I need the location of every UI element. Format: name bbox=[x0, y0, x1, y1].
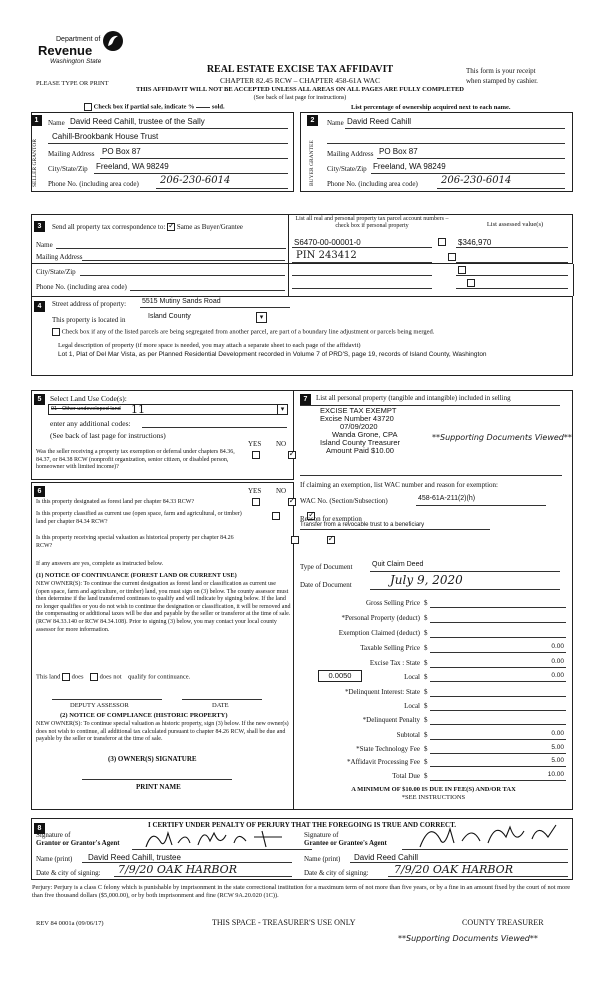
excise-state-value: 0.00 bbox=[551, 658, 564, 665]
row-dollar: $ bbox=[424, 599, 428, 607]
list-pct-note: List percentage of ownership acquired next to each name. bbox=[351, 104, 511, 111]
legal-description: Lot 1, Plat of Del Mar Vista, as per Planned Residential Development recorded in Volume 7 of PRD'S, page 19, records of Island County, Washington bbox=[58, 351, 487, 358]
certify-statement: I CERTIFY UNDER PENALTY OF PERJURY THAT THE FOREGOING IS TRUE AND CORRECT. bbox=[147, 821, 456, 829]
section-1-number: 1 bbox=[31, 115, 42, 126]
row-label: *Delinquent Interest: State bbox=[344, 688, 420, 696]
section-7-header: List all personal property (tangible and intangible) included in selling bbox=[316, 394, 511, 402]
revenue-logo-icon bbox=[102, 30, 124, 52]
row-label: Excise Tax : State bbox=[369, 659, 420, 667]
row-dollar: $ bbox=[424, 702, 428, 710]
row-label: Taxable Selling Price bbox=[360, 644, 420, 652]
receipt-note-1: This form is your receipt bbox=[466, 67, 536, 75]
historic-question: Is this property receiving special valuation as historical property per chapter 84.26 RCW? bbox=[36, 535, 234, 549]
parcel-2-personal-checkbox[interactable] bbox=[448, 253, 456, 261]
parcel-3-personal-checkbox[interactable] bbox=[458, 266, 466, 274]
row-label: *Delinquent Penalty bbox=[362, 716, 420, 724]
row-label: Subtotal bbox=[396, 731, 420, 739]
row-dollar: $ bbox=[424, 614, 428, 622]
current-use-yes-checkbox[interactable] bbox=[272, 512, 280, 520]
stamp-line-1: EXCISE TAX EXEMPT bbox=[320, 406, 397, 415]
treasurer-space: THIS SPACE - TREASURER'S USE ONLY bbox=[212, 918, 356, 927]
county-value: Island County bbox=[148, 313, 191, 320]
section-4-property bbox=[31, 296, 573, 376]
minimum-due-note: A MINIMUM OF $10.00 IS DUE IN FEE(S) AND/OR TAX bbox=[351, 786, 516, 793]
wac-label: WAC No. (Section/Subsection) bbox=[300, 497, 388, 505]
tech-fee-value: 5.00 bbox=[551, 744, 564, 751]
processing-fee-value: 5.00 bbox=[551, 757, 564, 764]
segregated-checkbox[interactable] bbox=[52, 328, 60, 336]
grantee-sig-label bbox=[304, 831, 387, 847]
section-1-seller bbox=[31, 112, 294, 192]
does-checkbox[interactable] bbox=[62, 673, 70, 681]
seller-side-label: SELLER GRANTOR bbox=[32, 138, 38, 188]
notice-continuance-title: (1) NOTICE OF CONTINUANCE (FOREST LAND OR CURRENT USE) bbox=[36, 572, 237, 579]
dropdown-icon[interactable]: ▾ bbox=[256, 312, 267, 323]
qualify-label: qualify for continuance. bbox=[128, 673, 191, 681]
excise-local-value: 0.00 bbox=[551, 672, 564, 679]
corr-mail-label: Mailing Address bbox=[36, 253, 83, 261]
doc-date-value: July 9, 2020 bbox=[390, 573, 463, 587]
buyer-city: Freeland, WA 98249 bbox=[373, 162, 446, 171]
agency-line1: Department of bbox=[56, 36, 101, 43]
forest-land-question: Is this property designated as forest land per chapter 84.33 RCW? bbox=[36, 499, 195, 505]
form-title: REAL ESTATE EXCISE TAX AFFIDAVIT bbox=[206, 64, 394, 75]
total-due-value: 10.00 bbox=[547, 771, 564, 778]
seller-name-label: Name bbox=[48, 119, 65, 127]
see-instructions-note: *SEE INSTRUCTIONS bbox=[401, 794, 466, 801]
deputy-assessor-label: DEPUTY ASSESSOR bbox=[70, 702, 129, 709]
date-label: DATE bbox=[212, 702, 229, 709]
row-label: Local bbox=[404, 702, 420, 710]
send-correspondence-row bbox=[52, 223, 243, 231]
corr-city-label: City/State/Zip bbox=[36, 268, 76, 276]
sold-label: sold. bbox=[211, 103, 225, 111]
form-revision: REV 84 0001a (09/06/17) bbox=[36, 920, 104, 927]
buyer-mail: PO Box 87 bbox=[379, 147, 418, 156]
buyer-mail-label: Mailing Address bbox=[327, 150, 374, 158]
grantee-agent-label: Grantee or Grantee's Agent bbox=[304, 839, 387, 847]
corr-phone-label: Phone No. (including area code) bbox=[36, 283, 127, 291]
same-as-label: Same as Buyer/Grantee bbox=[176, 223, 243, 231]
local-rate-box: 0.0050 bbox=[318, 670, 362, 682]
reason-value: Transfer from a revocable trust to a beneficiary bbox=[300, 522, 425, 528]
section-3-number: 3 bbox=[34, 221, 45, 232]
parcel-4-personal-checkbox[interactable] bbox=[467, 279, 475, 287]
county-select[interactable] bbox=[148, 313, 284, 320]
section-2-buyer bbox=[300, 112, 573, 192]
stamp-line-5: Island County Treasurer bbox=[320, 438, 401, 447]
buyer-city-label: City/State/Zip bbox=[327, 165, 367, 173]
current-use-question: Is this property classified as current use (open space, farm and agricultural, or timber) land per chapter 84.34 RCW? bbox=[36, 511, 242, 525]
grantee-name-label: Name (print) bbox=[304, 855, 341, 863]
exempt-stamp bbox=[312, 407, 452, 455]
grantor-name: David Reed Cahill, trustee bbox=[88, 853, 181, 862]
row-label: *Affidavit Processing Fee bbox=[347, 758, 420, 766]
section-6-special bbox=[31, 482, 294, 810]
agency-line3: Washington State bbox=[50, 58, 102, 65]
notice-compliance-title: (2) NOTICE OF COMPLIANCE (HISTORIC PROPERTY) bbox=[60, 712, 228, 719]
section-2-number: 2 bbox=[307, 115, 318, 126]
row-dollar: $ bbox=[424, 745, 428, 753]
section-4-number: 4 bbox=[34, 301, 45, 312]
stamp-line-3: 07/09/2020 bbox=[340, 422, 378, 431]
buyer-name: David Reed Cahill bbox=[347, 117, 412, 126]
buyer-phone-label: Phone No. (including area code) bbox=[327, 180, 418, 188]
stamp-line-4: Wanda Grone, CPA bbox=[332, 430, 398, 439]
sig-of-label-2: Signature of bbox=[304, 831, 339, 839]
pin-handwritten: PIN 243412 bbox=[296, 250, 357, 261]
corr-name-label: Name bbox=[36, 241, 53, 249]
receipt-note-2: when stamped by cashier. bbox=[466, 77, 538, 85]
print-name-label: PRINT NAME bbox=[136, 783, 181, 791]
assessed-header: List assessed value(s) bbox=[486, 221, 544, 228]
grantee-date: 7/9/20 OAK HARBOR bbox=[394, 863, 513, 876]
row-dollar: $ bbox=[424, 688, 428, 696]
located-label: This property is located in bbox=[52, 316, 126, 324]
parcel-header: List all real and personal property tax parcel account numbers – check box if personal property bbox=[295, 216, 449, 229]
row-dollar: $ bbox=[424, 644, 428, 652]
segregated-label: Check box if any of the listed parcels are being segregated from another parcel, are part of a boundary line adjustment or parcels being merged. bbox=[61, 328, 435, 336]
section-8-number: 8 bbox=[34, 823, 45, 834]
land-use-struck: 91 - Other undeveloped land bbox=[51, 406, 121, 412]
seller-mail: PO Box 87 bbox=[102, 147, 141, 156]
exemption-yes-checkbox[interactable] bbox=[252, 451, 260, 459]
partial-sale-label: Check box if partial sale, indicate % bbox=[93, 103, 195, 111]
row-dollar: $ bbox=[424, 659, 428, 667]
seller-phone-label: Phone No. (including area code) bbox=[48, 180, 139, 188]
land-use-dropdown-icon[interactable]: ▾ bbox=[277, 405, 287, 414]
yes-header-5: YES bbox=[248, 440, 262, 448]
street-label: Street address of property: bbox=[52, 300, 127, 308]
legal-label: Legal description of property (if more space is needed, you may attach a separate sheet to each page of the affidavit) bbox=[58, 342, 361, 349]
section-5-land-use bbox=[31, 390, 294, 480]
subtotal-value: 0.00 bbox=[551, 730, 564, 737]
assessed-1: $346,970 bbox=[458, 238, 492, 247]
land-use-handwritten: 11 bbox=[131, 403, 145, 416]
row-dollar: $ bbox=[424, 716, 428, 724]
stamp-line-2: Excise Number 43720 bbox=[320, 414, 394, 423]
exemption-question: Was the seller receiving a property tax exemption or deferral under chapters 84.36, 84.37, or 84.38 RCW (nonprofit organization, senior citizen, or disabled person, homeowner with limited income)? bbox=[36, 449, 235, 470]
row-label: Gross Selling Price bbox=[365, 599, 420, 607]
please-type: PLEASE TYPE OR PRINT bbox=[36, 80, 109, 87]
form-warning: THIS AFFIDAVIT WILL NOT BE ACCEPTED UNLESS ALL AREAS ON ALL PAGES ARE FULLY COMPLETED bbox=[136, 86, 464, 93]
doc-date-label: Date of Document bbox=[300, 581, 352, 589]
row-label: Local bbox=[404, 673, 420, 681]
seller-city: Freeland, WA 98249 bbox=[96, 162, 169, 171]
row-label: Total Due bbox=[392, 772, 420, 780]
if-yes-note: If any answers are yes, complete as instructed below. bbox=[36, 561, 164, 567]
row-dollar: $ bbox=[424, 731, 428, 739]
owner-signature-label: (3) OWNER(S) SIGNATURE bbox=[108, 755, 197, 763]
stamp-line-6: Amount Paid $10.00 bbox=[326, 446, 394, 455]
seller-name-2: Cahill-Brookbank House Trust bbox=[52, 132, 159, 141]
doc-type-value: Quit Claim Deed bbox=[372, 561, 424, 568]
does-not-label: does not bbox=[99, 673, 122, 681]
section-7-number: 7 bbox=[300, 394, 311, 405]
street-value: 5515 Mutiny Sands Road bbox=[142, 298, 221, 305]
row-dollar: $ bbox=[424, 772, 428, 780]
supporting-docs-stamp: **Supporting Documents Viewed** bbox=[432, 433, 572, 442]
yes-header-6: YES bbox=[248, 487, 262, 495]
forest-yes-checkbox[interactable] bbox=[252, 498, 260, 506]
county-treasurer: COUNTY TREASURER bbox=[462, 918, 544, 927]
notice-compliance-text: NEW OWNER(S): To continue special valuation as historic property, sign (3) below. If the new owner(s) does not wish to continue, all additional tax calculated pursuant to chapter 84.26 RCW, shall be due and payable by the seller or transferor at the time of sale. bbox=[36, 721, 289, 743]
parcel-1-personal-checkbox[interactable] bbox=[438, 238, 446, 246]
seller-name: David Reed Cahill, trustee of the Sally bbox=[70, 117, 205, 126]
land-use-select[interactable] bbox=[48, 404, 288, 415]
partial-sale-checkbox[interactable] bbox=[84, 103, 92, 111]
footer-supporting-docs: **Supporting Documents Viewed** bbox=[398, 934, 538, 943]
select-land-use-label: Select Land Use Code(s): bbox=[50, 394, 127, 403]
wac-value: 458-61A-211(2)(h) bbox=[418, 495, 476, 502]
agency-line2: Revenue bbox=[38, 43, 93, 58]
same-as-buyer-checkbox[interactable] bbox=[167, 223, 175, 231]
grantee-name: David Reed Cahill bbox=[354, 853, 419, 862]
reason-label: Reason for exemption bbox=[300, 515, 362, 523]
row-label: Exemption Claimed (deduct) bbox=[338, 629, 420, 637]
sig-of-label-1: Signature of bbox=[36, 831, 71, 839]
does-not-checkbox[interactable] bbox=[90, 673, 98, 681]
grantee-date-label: Date & city of signing: bbox=[304, 869, 369, 877]
parcel-1: S6470-00-00001-0 bbox=[294, 238, 361, 247]
seller-city-label: City/State/Zip bbox=[48, 165, 88, 173]
buyer-phone: 206-230-6014 bbox=[441, 175, 512, 186]
additional-codes-label: enter any additional codes: bbox=[50, 419, 131, 428]
grantor-date: 7/9/20 OAK HARBOR bbox=[118, 863, 237, 876]
grantor-agent-label: Grantor or Grantor's Agent bbox=[36, 839, 120, 847]
segregated-row bbox=[52, 328, 434, 336]
partial-sale-row bbox=[84, 103, 225, 111]
form-chapter: CHAPTER 82.45 RCW – CHAPTER 458-61A WAC bbox=[220, 76, 380, 85]
does-label: does bbox=[71, 673, 84, 681]
totals-table bbox=[294, 597, 573, 767]
agency-logo bbox=[38, 30, 128, 70]
grantor-name-label: Name (print) bbox=[36, 855, 73, 863]
grantor-signature bbox=[142, 827, 302, 851]
seller-mail-label: Mailing Address bbox=[48, 150, 95, 158]
grantor-sig-label bbox=[36, 831, 120, 847]
section-5-number: 5 bbox=[34, 394, 45, 405]
buyer-name-label: Name bbox=[327, 119, 344, 127]
row-dollar: $ bbox=[424, 758, 428, 766]
row-label: *State Technology Fee bbox=[356, 745, 420, 753]
section-6-number: 6 bbox=[34, 486, 45, 497]
section-8-certification bbox=[31, 818, 573, 880]
buyer-side-label: BUYER GRANTEE bbox=[309, 140, 315, 186]
see-back-note: (See back of last page for instructions) bbox=[253, 95, 347, 101]
see-back-5: (See back of last page for instructions) bbox=[50, 431, 166, 440]
no-header-5: NO bbox=[276, 440, 287, 448]
doc-type-label: Type of Document bbox=[300, 563, 353, 571]
exemption-question-7: If claiming an exemption, list WAC number and reason for exemption: bbox=[300, 481, 498, 489]
row-label: *Personal Property (deduct) bbox=[341, 614, 420, 622]
notice-continuance-text: NEW OWNER(S): To continue the current designation as forest land or classification as current use (open space, farm and agriculture, or timber) land, you must sign on (3) below. The county assessor must then determine if the land transferred continues to qualify and will indicate by signing below. If the land no longer qualifies or you do not wish to continue the designation or classification, it will be removed and the compensating or additional taxes will be due and payable by the seller or transferor at the time of sale. (RCW 84.33.140 or RCW 84.34.108). Prior to signing (3) below, you may contact your local county assessor for more information. bbox=[36, 581, 291, 633]
taxable-value: 0.00 bbox=[551, 643, 564, 650]
row-dollar: $ bbox=[424, 629, 428, 637]
grantee-signature bbox=[416, 819, 566, 851]
this-land-label: This land bbox=[36, 673, 61, 681]
send-label: Send all property tax correspondence to: bbox=[52, 223, 166, 231]
grantor-date-label: Date & city of signing: bbox=[36, 869, 101, 877]
no-header-6: NO bbox=[276, 487, 287, 495]
seller-phone: 206-230-6014 bbox=[160, 175, 231, 186]
section-7-personal-property bbox=[294, 390, 573, 810]
row-dollar: $ bbox=[424, 673, 428, 681]
perjury-statement: Perjury: Perjury is a class C felony which is punishable by imprisonment in the state correctional institution for a maximum term of not more than five years, or by a fine in an amount fixed by the court of not more than five thousand dollars ($5,000.00), or by both imprisonment and fine (RCW 9A.20.020 (1C)). bbox=[32, 884, 571, 899]
continuance-row bbox=[36, 673, 190, 681]
